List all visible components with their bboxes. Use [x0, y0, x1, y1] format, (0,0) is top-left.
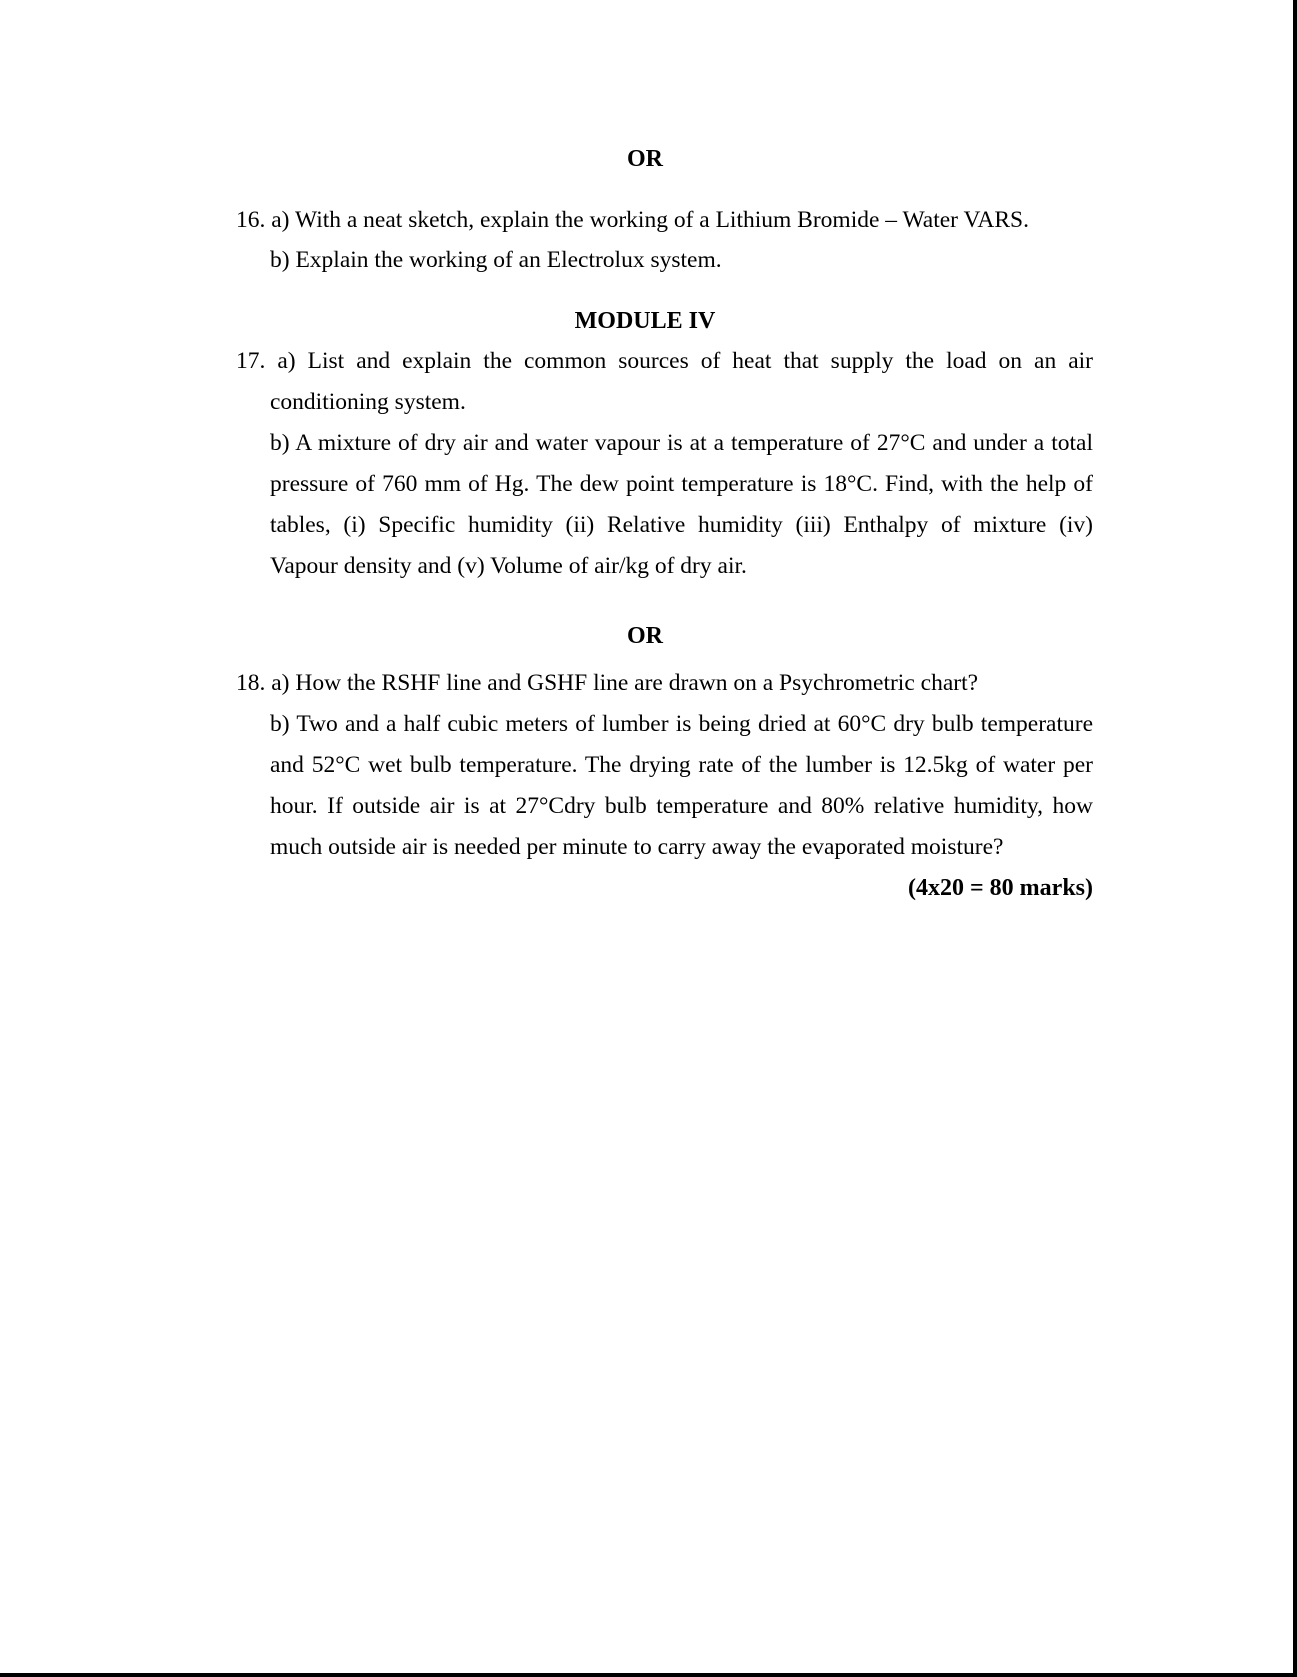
question-18b-line-3: hour. If outside air is at 27°Cdry bulb temperature and 80% relative humidity, how [270, 793, 1093, 819]
page-border-bottom [0, 1673, 1297, 1677]
question-17b-line-1: b) A mixture of dry air and water vapour is at a temperature of 27°C and under a total [270, 430, 1093, 456]
question-18b-line-1: b) Two and a half cubic meters of lumber is being dried at 60°C dry bulb temperature [270, 711, 1093, 737]
total-marks: (4x20 = 80 marks) [908, 875, 1093, 901]
question-18b-line-2: and 52°C wet bulb temperature. The drying rate of the lumber is 12.5kg of water per [270, 752, 1093, 778]
question-16b: b) Explain the working of an Electrolux system. [270, 247, 722, 273]
question-17b-line-2: pressure of 760 mm of Hg. The dew point temperature is 18°C. Find, with the help of [270, 471, 1093, 497]
question-17a-line-1: 17. a) List and explain the common sources of heat that supply the load on an air [236, 348, 1093, 374]
page-border-right [1293, 0, 1297, 1677]
question-17a-line-2: conditioning system. [270, 389, 466, 415]
question-16a: 16. a) With a neat sketch, explain the working of a Lithium Bromide – Water VARS. [236, 207, 1029, 233]
or-separator-2: OR [627, 623, 663, 649]
or-separator: OR [627, 146, 663, 172]
question-17b-line-3: tables, (i) Specific humidity (ii) Relative humidity (iii) Enthalpy of mixture (iv) [270, 512, 1093, 538]
question-18b-line-4: much outside air is needed per minute to carry away the evaporated moisture? [270, 834, 1004, 860]
question-17b-line-4: Vapour density and (v) Volume of air/kg of dry air. [270, 553, 747, 579]
question-18a: 18. a) How the RSHF line and GSHF line are drawn on a Psychrometric chart? [236, 670, 979, 696]
module-heading: MODULE IV [574, 308, 716, 334]
